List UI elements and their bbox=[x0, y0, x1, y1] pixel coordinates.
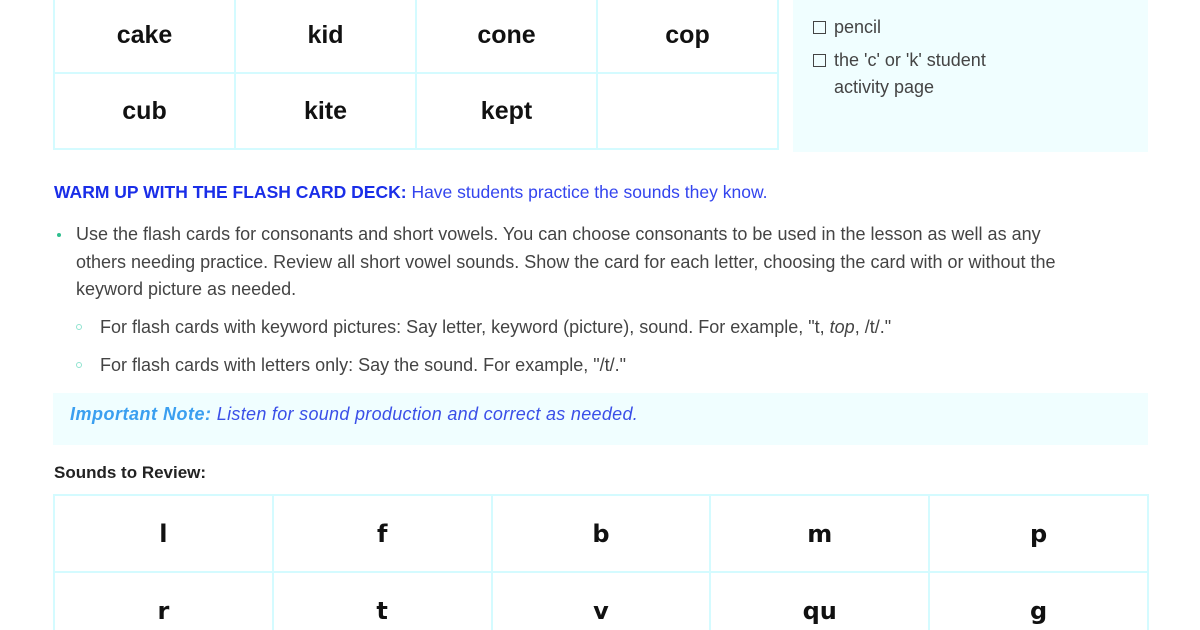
sub-bullet-letters-only bbox=[76, 353, 1126, 377]
important-note-box bbox=[53, 393, 1148, 445]
sub-bullet-text: For flash cards with keyword pictures: Say letter, keyword (picture), sound. For example, "t, bbox=[100, 317, 830, 337]
warm-up-heading-description: Have students practice the sounds they know. bbox=[406, 182, 768, 202]
sound-cell: f bbox=[273, 495, 492, 572]
sounds-table bbox=[53, 494, 1149, 630]
sound-cell: v bbox=[492, 572, 711, 630]
warm-up-heading-title: WARM UP WITH THE FLASH CARD DECK: bbox=[54, 182, 407, 202]
table-row bbox=[54, 73, 778, 149]
sound-cell: l bbox=[54, 495, 273, 572]
word-cell: cake bbox=[54, 0, 235, 73]
sound-cell: qu bbox=[710, 572, 929, 630]
word-cell: cop bbox=[597, 0, 778, 73]
sound-cell: m bbox=[710, 495, 929, 572]
materials-item-label: pencil bbox=[834, 17, 882, 37]
checkbox-icon[interactable] bbox=[813, 21, 826, 34]
word-cell: cub bbox=[54, 73, 235, 149]
bullet-ring-icon bbox=[76, 324, 82, 330]
word-cell: kept bbox=[416, 73, 597, 149]
warm-up-heading bbox=[54, 182, 767, 203]
materials-box bbox=[793, 0, 1148, 152]
bullet-ring-icon bbox=[76, 362, 82, 368]
note-label: Important Note: bbox=[70, 404, 212, 424]
word-cell: kid bbox=[235, 0, 416, 73]
materials-item-label: the 'c' or 'k' student activity page bbox=[834, 50, 986, 97]
sound-cell: g bbox=[929, 572, 1148, 630]
sub-bullet-keyword-pictures bbox=[76, 315, 1126, 339]
materials-item-activity-page bbox=[813, 47, 1043, 101]
sound-cell: b bbox=[492, 495, 711, 572]
sub-bullet-italic: top bbox=[829, 317, 855, 337]
sound-cell: p bbox=[929, 495, 1148, 572]
sound-cell: t bbox=[273, 572, 492, 630]
table-row bbox=[54, 0, 778, 73]
bullet-dot-icon bbox=[57, 233, 61, 237]
word-cell: kite bbox=[235, 73, 416, 149]
sub-bullet-text: For flash cards with letters only: Say the sound. For example, "/t/." bbox=[100, 355, 626, 375]
word-cell bbox=[597, 73, 778, 149]
materials-item-pencil bbox=[813, 14, 1043, 41]
instruction-text: Use the flash cards for consonants and short vowels. You can choose consonants to be used in the lesson as well as any others needing practice. Review all short vowel sounds. Show the card for each letter, choosing the card with or without the keyword picture as needed. bbox=[76, 224, 1056, 299]
sounds-to-review-label: Sounds to Review: bbox=[54, 463, 207, 482]
table-row bbox=[54, 495, 1148, 572]
table-row bbox=[54, 572, 1148, 630]
checkbox-icon[interactable] bbox=[813, 54, 826, 67]
sound-cell: r bbox=[54, 572, 273, 630]
word-cell: cone bbox=[416, 0, 597, 73]
instruction-bullet bbox=[54, 221, 1064, 304]
word-table bbox=[53, 0, 779, 150]
sub-bullet-text-end: , /t/." bbox=[854, 317, 892, 337]
note-text: Listen for sound production and correct as needed. bbox=[211, 404, 639, 424]
